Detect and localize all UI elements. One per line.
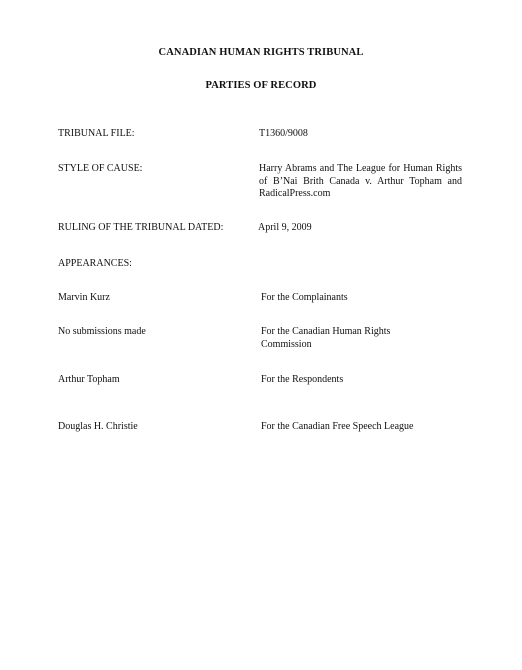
style-of-cause-label: STYLE OF CAUSE:	[58, 163, 143, 174]
appearances-label: APPEARANCES:	[58, 258, 132, 269]
document-title: CANADIAN HUMAN RIGHTS TRIBUNAL	[158, 47, 364, 58]
appearance-role: For the Canadian Human Rights Commission	[261, 326, 391, 350]
document-subtitle: PARTIES OF RECORD	[205, 80, 317, 91]
tribunal-file-value: T1360/9008	[259, 128, 308, 139]
style-of-cause-value: Harry Abrams and The League for Human Rights of B’Nai Brith Canada v. Arthur Topham and RadicalPress.com	[259, 163, 462, 199]
tribunal-file-label: TRIBUNAL FILE:	[58, 128, 135, 139]
appearance-role: For the Canadian Free Speech League	[261, 421, 414, 432]
appearance-name: Marvin Kurz	[58, 292, 110, 303]
ruling-label: RULING OF THE TRIBUNAL DATED:	[58, 222, 224, 233]
appearance-role: For the Respondents	[261, 374, 344, 385]
ruling-date: April 9, 2009	[258, 222, 312, 233]
appearance-name: Arthur Topham	[58, 374, 120, 385]
appearance-name: Douglas H. Christie	[58, 421, 138, 432]
appearance-name: No submissions made	[58, 326, 146, 337]
appearance-role: For the Complainants	[261, 292, 348, 303]
